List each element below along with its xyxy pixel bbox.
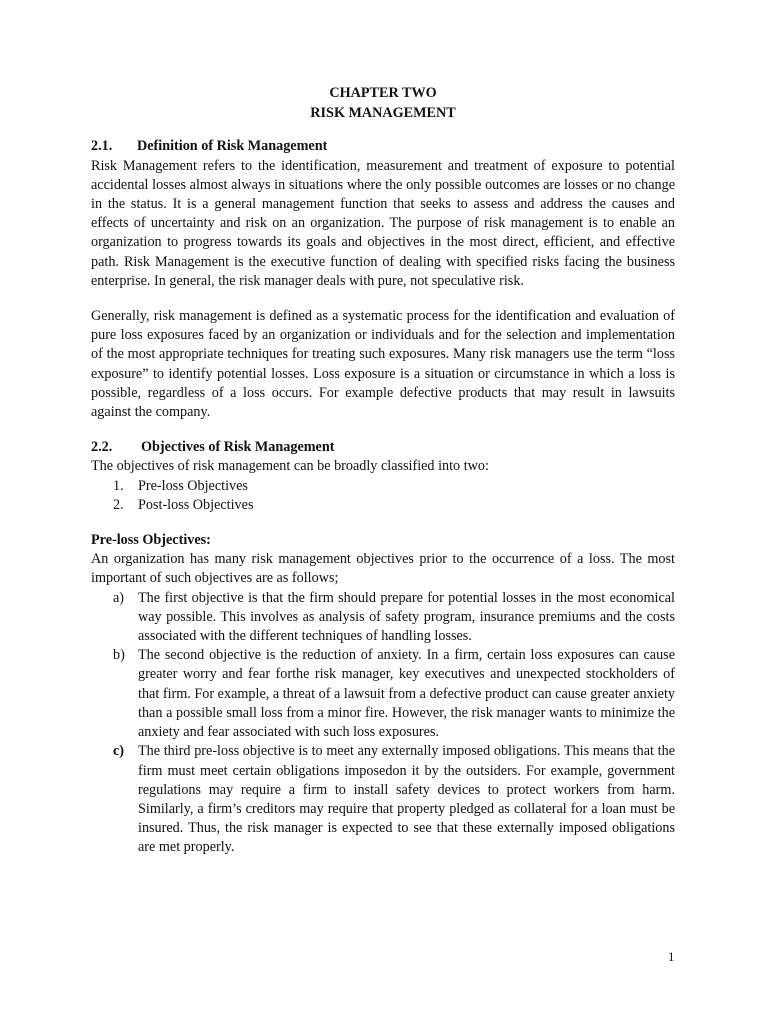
list-item-text: The third pre-loss objective is to meet any externally imposed obligations. This means that the firm must meet certain obligations imposedon it by the outsiders. For example, government regulations may require a firm to install safety devices to protect workers from harm. Similarly, a firm’s creditors may require that property pledged as collateral for a loan must be insured. Thus, the risk manager is expected to see that these externally imposed obligations are met properly. <box>138 743 675 856</box>
preloss-list <box>91 589 675 858</box>
chapter-title: CHAPTER TWO <box>329 85 437 101</box>
list-marker: c) <box>113 743 125 760</box>
definition-paragraph-1: Risk Management refers to the identification, measurement and treatment of exposure to potential accidental losses almost always in situations where the only possible outcomes are losses or no change in the status. It is a general management function that seeks to assess and address the causes and effects of uncertainty and risk on an organization. The purpose of risk management is to enable an organization to progress towards its goals and objectives in the most direct, efficient, and effective path. Risk Management is the executive function of dealing with specified risks facing the business enterprise. In general, the risk manager deals with pure, not speculative risk. <box>91 157 675 289</box>
chapter-subtitle: RISK MANAGEMENT <box>310 105 456 122</box>
definition-paragraph-2: Generally, risk management is defined as a systematic process for the identification and evaluation of pure loss exposures faced by an organization or individuals and for the selection and implementation of the most appropriate techniques for treating such exposures. Many risk managers use the term “loss exposure” to identify potential losses. Loss exposure is a situation or circumstance in which a loss is possible, regardless of a loss occurs. For example defective products that may result in lawsuits against the company. <box>91 308 675 421</box>
section-heading-objectives <box>91 438 675 457</box>
list-item-text: Pre-loss Objectives <box>138 477 248 494</box>
list-marker: 1. <box>113 477 124 494</box>
page-number: 1 <box>668 949 675 964</box>
objectives-intro: The objectives of risk management can be broadly classified into two: <box>91 458 489 475</box>
list-item <box>91 646 675 742</box>
list-item <box>91 742 675 857</box>
preloss-intro: An organization has many risk management objectives prior to the occurrence of a loss. The most important of such objectives are as follows; <box>91 551 675 587</box>
list-item-text: The second objective is the reduction of anxiety. In a firm, certain loss exposures can cause greater worry and fear forthe risk manager, key executives and unexpected stockholders of that firm. For example, a threat of a lawsuit from a defective product can cause greater anxiety than a possible small loss from a minor fire. However, the risk manager wants to minimize the anxiety and fear associated with such loss exposures. <box>138 647 675 741</box>
list-item <box>91 496 675 515</box>
list-marker: a) <box>113 589 125 606</box>
list-marker: 2. <box>113 496 124 513</box>
section-number: 2.2. <box>91 439 113 456</box>
list-item <box>91 589 675 647</box>
section-heading-text: Objectives of Risk Management <box>141 439 335 456</box>
section-heading-definition <box>91 137 675 156</box>
list-item-text: Post-loss Objectives <box>138 496 254 513</box>
list-item <box>91 477 675 496</box>
preloss-heading: Pre-loss Objectives: <box>91 532 211 549</box>
section-heading-text: Definition of Risk Management <box>137 138 328 155</box>
objectives-list <box>91 477 675 515</box>
list-marker: b) <box>113 647 125 664</box>
document-page <box>91 84 675 858</box>
section-number: 2.1. <box>91 138 113 155</box>
list-item-text: The first objective is that the firm should prepare for potential losses in the most economical way possible. This involves as analysis of safety program, insurance premiums and the costs associated with the different techniques of handling losses. <box>138 589 675 645</box>
